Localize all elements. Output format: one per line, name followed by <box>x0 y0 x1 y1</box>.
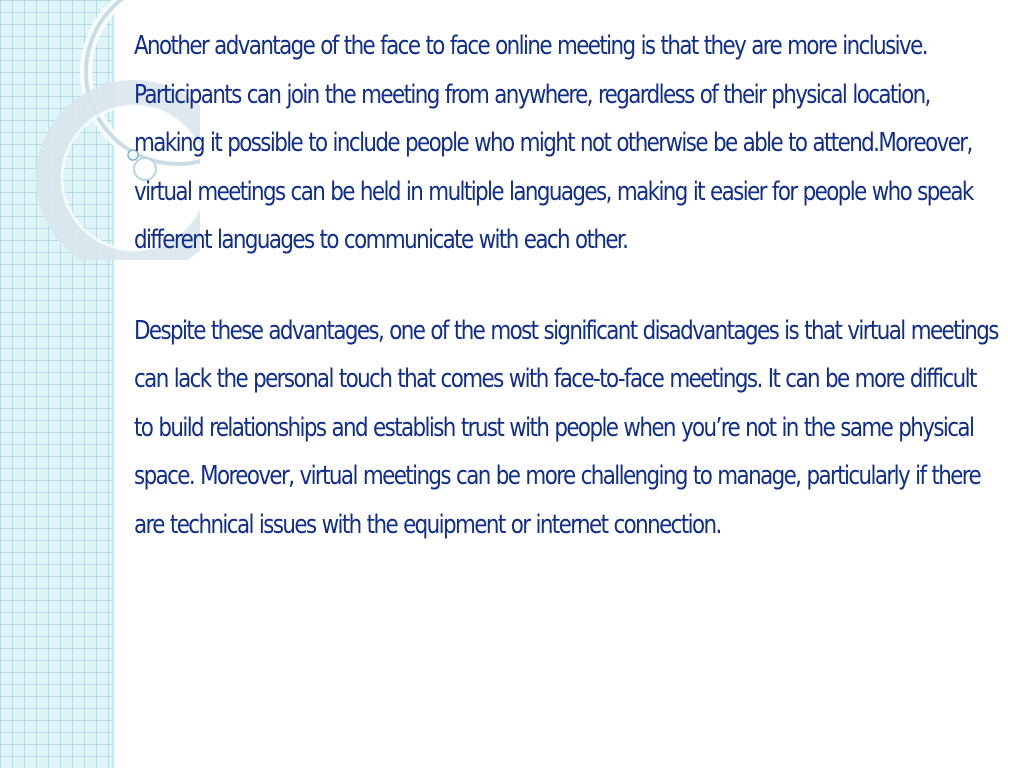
paragraph-disadvantages: Despite these advantages, one of the most significant disadvantages is that virtual meetings can lack the personal touch that comes with face-to-face meetings. It can be more difficult to build relationships and establish trust with people when you’re not in the same physical space. Moreover, virtual meetings can be more challenging to manage, particularly if there are technical issues with the equipment or internet connection. <box>134 315 998 540</box>
paragraph-inclusivity: Another advantage of the face to face online meeting is that they are more inclusive. Participants can join the meeting from anywhere, regardless of their physical location, making it possible to include people who might not otherwise be able to attend.Moreover, virtual meetings can be held in multiple languages, making it easier for people who speak different languages to communicate with each other. <box>134 31 973 255</box>
body-text <box>134 22 998 549</box>
